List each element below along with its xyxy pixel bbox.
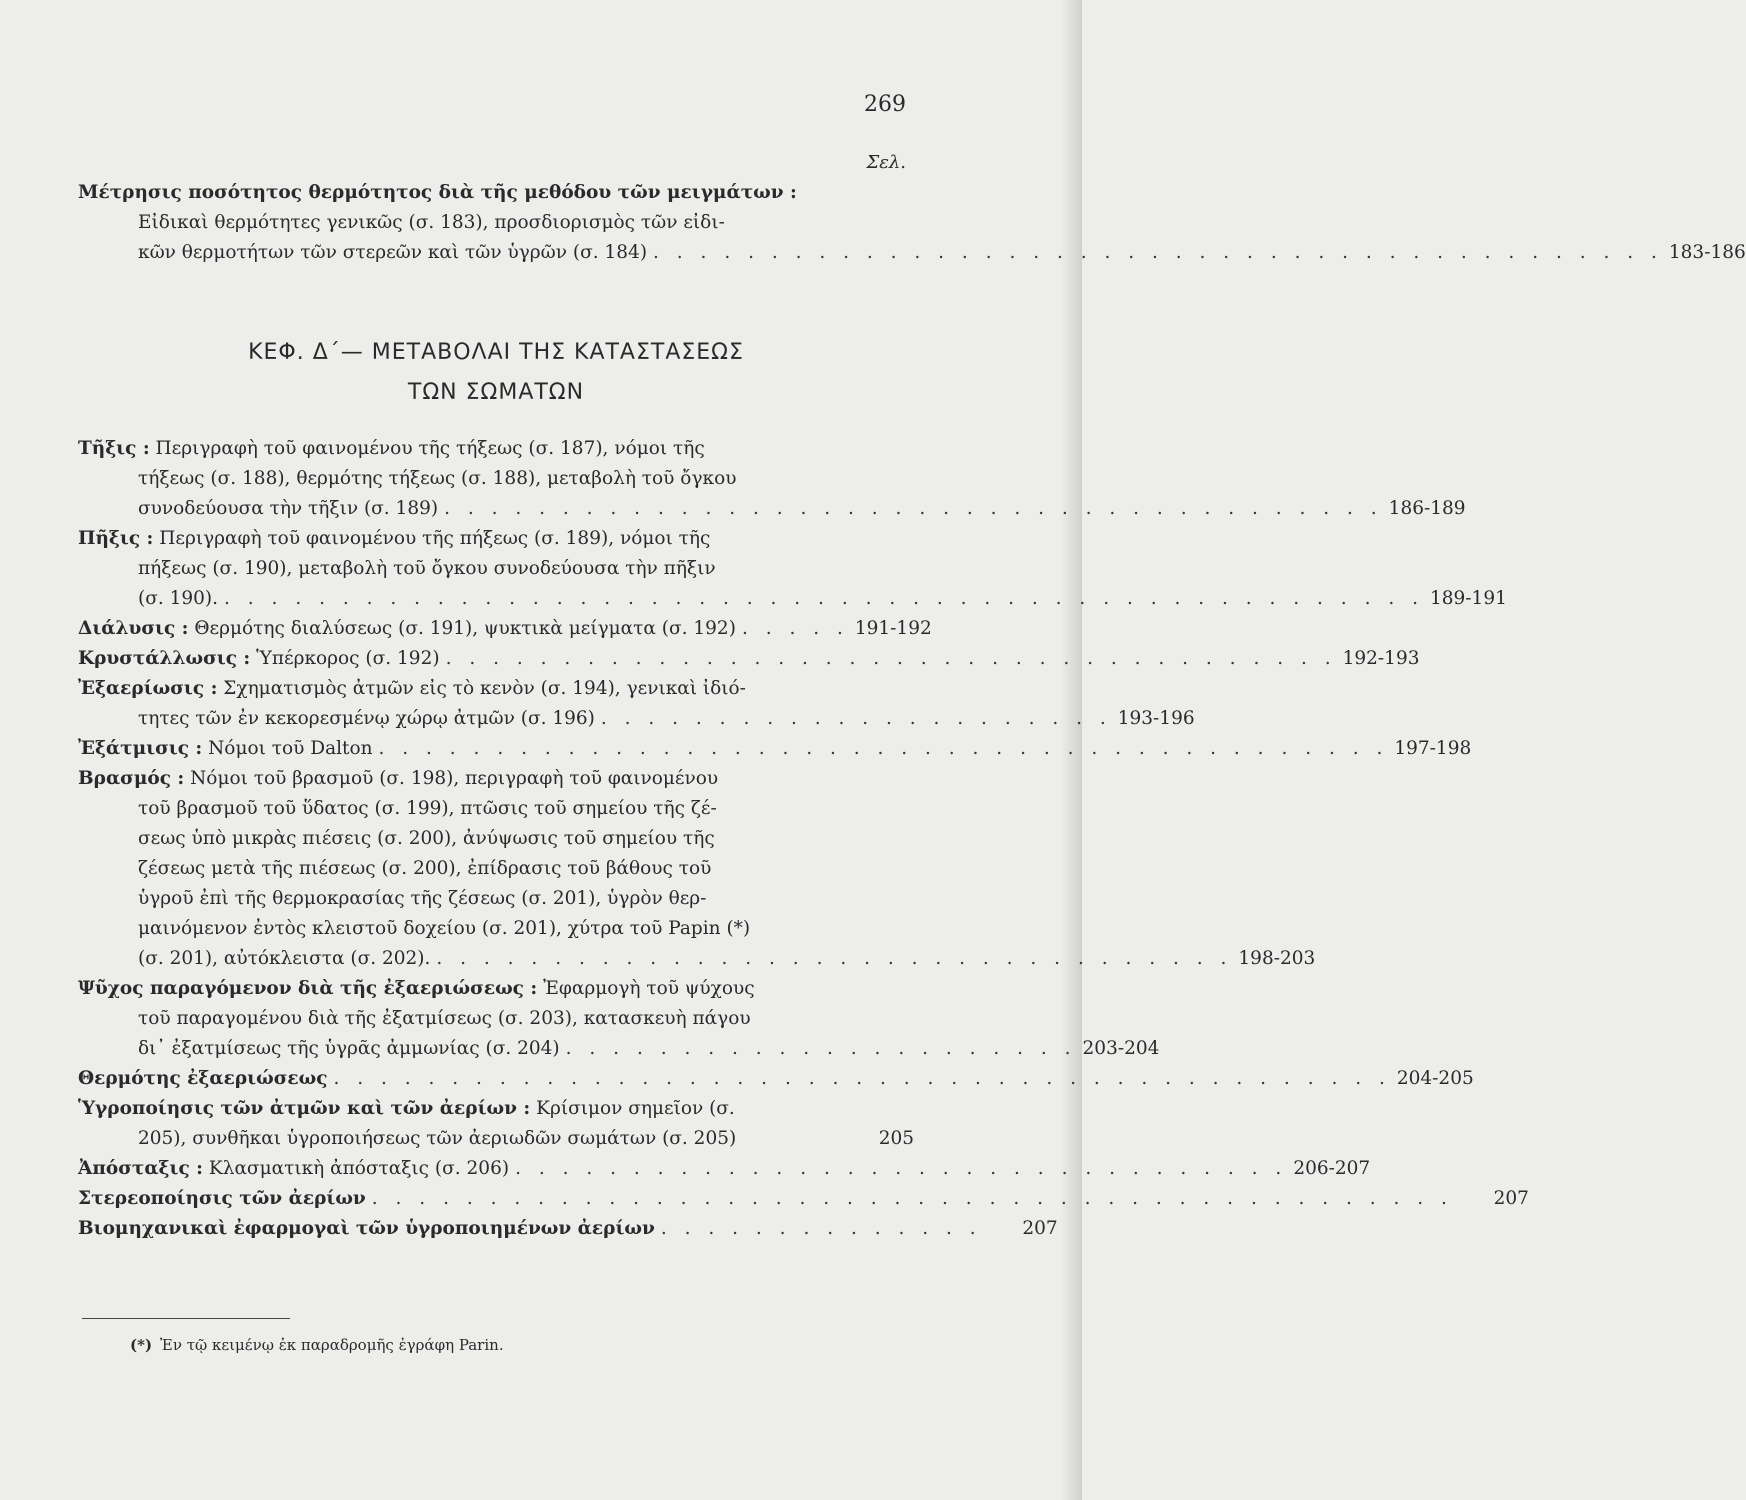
toc-entry <box>78 524 914 554</box>
entry-text: κῶν θερμοτήτων τῶν στερεῶν καὶ τῶν ὑγρῶν (σ. 184) <box>138 242 648 263</box>
entry-text: συνοδεύουσα τὴν τῆξιν (σ. 189) <box>138 498 439 519</box>
leader-dots: . . . . . . . . . . . . . . . . . . . . . . . . . . . . . . . . . . . . . . . . . . . . . . <box>371 1188 1453 1209</box>
entry-pages: 207 <box>1022 1218 1058 1239</box>
toc-entry <box>78 434 914 464</box>
footnote-text: Ἐν τῷ κειμένῳ ἐκ παραδρομῆς ἐγράφη Parin. <box>160 1336 504 1354</box>
entry-text: 205), συνθῆκαι ὑγροποιήσεως τῶν ἀεριωδῶν σωμάτων (σ. 205) <box>138 1128 737 1149</box>
leader-dots: . . . . . . . . . . . . . . . . . . . . . . . . . . . . . . . . . . . . . . . . . . . <box>378 738 1389 759</box>
leader-dots: . . . . . . . . . . . . . . . . . . . . . . . . . . . . . . . . . <box>515 1158 1288 1179</box>
entry-text: ὑγροῦ ἐπὶ τῆς θερμοκρασίας τῆς ζέσεως (σ. 201), ὑγρὸν θερ- <box>138 888 707 909</box>
entry-pages: 204-205 <box>1396 1068 1474 1089</box>
entry-pages: 207 <box>1493 1188 1529 1209</box>
entry-term: Βιομηχανικαὶ ἐφαρμογαὶ τῶν ὑγροποιημένων ἀερίων <box>78 1218 655 1239</box>
toc-entry <box>78 1154 1371 1184</box>
entry-term: Ἀπόσταξις : <box>78 1158 204 1179</box>
leader-dots: . . . . . . . . . . . . . . . . . . . . . . . . . . . . . . . . . . . . . . . . <box>444 498 1383 519</box>
entry-text: πήξεως (σ. 190), μεταβολὴ τοῦ ὄγκου συνοδεύουσα τὴν πῆξιν <box>138 558 716 579</box>
entry-text: Νόμοι τοῦ Dalton <box>202 738 373 759</box>
entry-term: Κρυστάλλωσις : <box>78 648 251 669</box>
footnote-rule <box>82 1318 290 1319</box>
toc-entry <box>78 614 932 644</box>
entry-term: Πῆξις : <box>78 528 154 549</box>
entry-term: Τῆξις : <box>78 438 150 459</box>
leader-dots: . . . . . . . . . . . . . . <box>660 1218 982 1239</box>
leader-dots: . . . . . . . . . . . . . . . . . . . . . . . . . . . . . . . . . . . . . . . . . . . <box>653 242 1663 263</box>
entry-term: Ἐξαερίωσις : <box>78 678 218 699</box>
entry-pages: 203-204 <box>1082 1038 1160 1059</box>
toc-intro-entry <box>78 178 1746 268</box>
page-column-label: Σελ. <box>866 152 906 173</box>
toc-entry <box>78 1214 1058 1244</box>
entry-pages: 186-189 <box>1388 498 1466 519</box>
toc-entry <box>78 1094 914 1124</box>
entry-text: τήξεως (σ. 188), θερμότης τήξεως (σ. 188), μεταβολὴ τοῦ ὄγκου <box>138 468 737 489</box>
toc-entry <box>78 1064 1474 1094</box>
entry-pages: 193-196 <box>1117 708 1195 729</box>
entry-text: δι᾽ ἐξατμίσεως τῆς ὑγρᾶς ἀμμωνίας (σ. 204) <box>138 1038 560 1059</box>
entry-term: Διάλυσις : <box>78 618 189 639</box>
entry-text: σεως ὑπὸ μικρὰς πιέσεις (σ. 200), ἀνύψωσις τοῦ σημείου τῆς <box>138 828 715 849</box>
page-number: 269 <box>864 92 906 117</box>
entry-text: ζέσεως μετὰ τῆς πιέσεως (σ. 200), ἐπίδρασις τοῦ βάθους τοῦ <box>138 858 712 879</box>
toc-entry <box>78 1184 1529 1214</box>
entry-text: μαινόμενον ἐντὸς κλειστοῦ δοχείου (σ. 201), χύτρα τοῦ Papin (*) <box>138 918 751 939</box>
entry-pages: 189-191 <box>1429 588 1507 609</box>
entry-pages: 198-203 <box>1238 948 1316 969</box>
entry-text: Ὑπέρκορος (σ. 192) <box>250 648 440 669</box>
entry-text: (σ. 190). <box>138 588 219 609</box>
entry-text: Κλασματικὴ ἀπόσταξις (σ. 206) <box>203 1158 510 1179</box>
toc-entry <box>78 644 1420 674</box>
toc-entry <box>78 764 914 794</box>
footnote <box>130 1336 504 1354</box>
leader-dots: . . . . . . . . . . . . . . . . . . . . . . . . . . . . . . . . . . . . . . <box>445 648 1337 669</box>
entry-text: Περιγραφὴ τοῦ φαινομένου τῆς πήξεως (σ. 189), νόμοι τῆς <box>153 528 711 549</box>
toc-entry <box>78 734 1472 764</box>
toc-entry <box>78 974 914 1004</box>
entry-pages: 183-186 <box>1668 242 1746 263</box>
footnote-mark: (*) <box>130 1336 153 1354</box>
leader-dots: . . . . . . . . . . . . . . . . . . . . . . <box>565 1038 1077 1059</box>
entry-text: Σχηματισμὸς ἀτμῶν εἰς τὸ κενὸν (σ. 194), γενικαὶ ἰδιό- <box>217 678 746 699</box>
entry-text: Νόμοι τοῦ βρασμοῦ (σ. 198), περιγραφὴ τοῦ φαινομένου <box>184 768 719 789</box>
toc-list <box>78 434 1529 1244</box>
entry-text: τητες τῶν ἐν κεκορεσμένῳ χώρῳ ἀτμῶν (σ. 196) <box>138 708 595 729</box>
entry-text: τοῦ παραγομένου διὰ τῆς ἐξατμίσεως (σ. 203), κατασκευὴ πάγου <box>138 1008 751 1029</box>
entry-pages: 191-192 <box>854 618 932 639</box>
entry-term: Ψῦχος παραγόμενον διὰ τῆς ἐξαεριώσεως : <box>78 978 538 999</box>
entry-text: τοῦ βρασμοῦ τοῦ ὕδατος (σ. 199), πτῶσις τοῦ σημείου τῆς ζέ- <box>138 798 717 819</box>
leader-dots: . . . . . . . . . . . . . . . . . . . . . . . . . . . . . . . . . . <box>436 948 1233 969</box>
entry-pages: 197-198 <box>1394 738 1472 759</box>
toc-entry <box>78 674 914 704</box>
entry-term: Βρασμός : <box>78 768 185 789</box>
chapter-heading-line2: ΤΩΝ ΣΩΜΑΤΩΝ <box>407 380 585 405</box>
leader-dots: . . . . . <box>741 618 849 639</box>
entry-text: Ἐφαρμογὴ τοῦ ψύχους <box>537 978 755 999</box>
entry-text: Θερμότης διαλύσεως (σ. 191), ψυκτικὰ μείγματα (σ. 192) <box>188 618 736 639</box>
entry-text: Περιγραφὴ τοῦ φαινομένου τῆς τήξεως (σ. 187), νόμοι τῆς <box>149 438 705 459</box>
entry-term: Ἐξάτμισις : <box>78 738 203 759</box>
chapter-heading-line1: ΚΕΦ. Δ΄— ΜΕΤΑΒΟΛΑΙ ΤΗΣ ΚΑΤΑΣΤΑΣΕΩΣ <box>248 340 744 365</box>
leader-dots: . . . . . . . . . . . . . . . . . . . . . . . . . . . . . . . . . . . . . . . . . . . . . <box>333 1068 1391 1089</box>
entry-text: (σ. 201), αὐτόκλειστα (σ. 202). <box>138 948 431 969</box>
entry-pages: 192-193 <box>1342 648 1420 669</box>
entry-term: Μέτρησις ποσότητος θερμότητος διὰ τῆς μεθόδου τῶν μειγμάτων : <box>78 182 797 203</box>
entry-term: Στερεοποίησις τῶν ἀερίων <box>78 1188 366 1209</box>
entry-pages: 206-207 <box>1293 1158 1371 1179</box>
entry-pages: 205 <box>878 1128 914 1149</box>
entry-text: Κρίσιμον σημεῖον (σ. <box>530 1098 735 1119</box>
leader-dots: . . . . . . . . . . . . . . . . . . . . . . <box>600 708 1112 729</box>
entry-term: Ὑγροποίησις τῶν ἀτμῶν καὶ τῶν ἀερίων : <box>78 1098 531 1119</box>
leader-dots: . . . . . . . . . . . . . . . . . . . . . . . . . . . . . . . . . . . . . . . . . . . . . . . . . . . <box>224 588 1424 609</box>
entry-term: Θερμότης ἐξαεριώσεως <box>78 1068 328 1089</box>
entry-text: Εἰδικαὶ θερμότητες γενικῶς (σ. 183), προσδιορισμὸς τῶν εἰδι- <box>138 212 725 233</box>
